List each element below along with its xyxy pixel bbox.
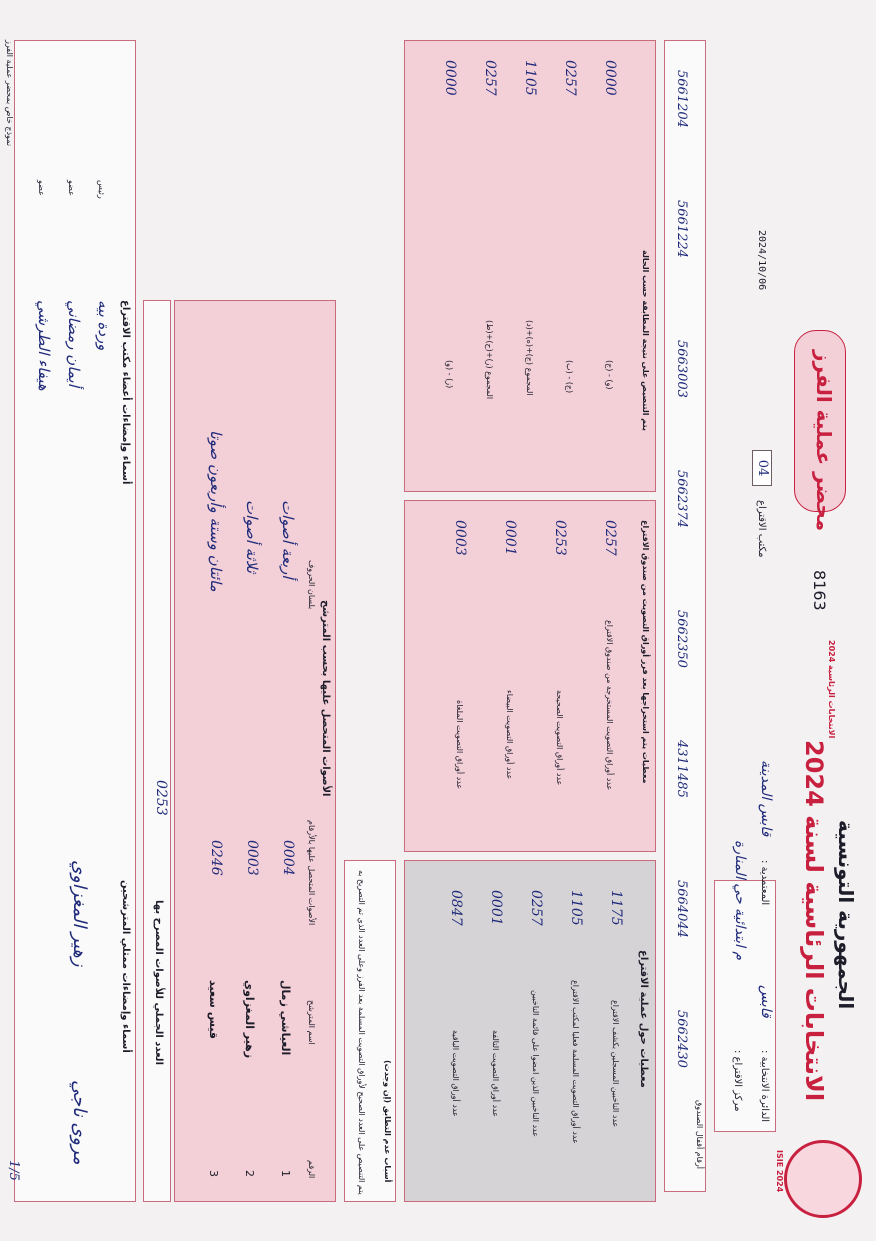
member-2-name: أيمان رمضاني: [65, 300, 83, 387]
section-c-row-3-label: المجموع (ج)+(ه)+(د): [525, 320, 534, 396]
role-member-1: عضو: [67, 180, 76, 196]
section-c: [404, 40, 656, 492]
rep-1-name: زهير المغزاوي: [69, 860, 90, 967]
total-row: [143, 300, 171, 1202]
isie-badge: ISIE 2024: [775, 1150, 784, 1193]
office-signatures-title: أسماء وإمضاءات أعضاء مكتب الاقتراع: [120, 300, 131, 485]
seals-label: أرقام أقفال الصندوق: [695, 1100, 704, 1170]
candidate-1-votes: 0004: [280, 840, 296, 876]
candidates-title: الأصوات المتحصل عليها بحسب المترشح: [320, 600, 331, 797]
candidates-table: [174, 300, 336, 1202]
role-president: رئيس: [97, 180, 106, 199]
section-a-row-3-label: عدد الناخبين الذين امضوا على قائمة الناخبين: [531, 990, 540, 1138]
seal-6: 5663003: [674, 340, 689, 398]
section-b-row-1-value: 0257: [602, 520, 618, 556]
section-c-row-4-value: 0257: [482, 60, 498, 96]
form-title: محضر عملية الفرز: [812, 350, 836, 532]
member-3-name: هيفاء الطرشي: [35, 300, 53, 391]
seal-2: 5664044: [674, 880, 689, 938]
seal-8: 5661204: [674, 70, 689, 128]
section-b-row-2-label: عدد أوراق التصويت الصحيحة: [555, 690, 564, 786]
section-a-row-4-value: 0001: [488, 890, 504, 926]
section-c-row-2-label: (ب) - (ج): [565, 360, 574, 394]
role-member-2: عضو: [37, 180, 46, 196]
rep-signatures-title: أسماء وإمضاءات ممثلي المترشحين: [120, 880, 131, 1053]
member-1-name: وردة بيه: [95, 300, 113, 351]
candidate-3-words: مائتان وستة وأربعون صوتا: [207, 430, 225, 592]
seal-5: 5662374: [674, 470, 689, 528]
section-a-row-3-value: 0257: [528, 890, 544, 926]
page-number: 1/5: [6, 1160, 21, 1181]
footer-note: نموذج خاص بمحضر عملية الفرز: [5, 40, 14, 147]
section-a-row-2-label: عدد أوراق التصويت المسلمة فعليا لمكتب الاقتراع: [571, 980, 580, 1144]
candidate-3-votes: 0246: [208, 840, 224, 876]
observations-title: أسباب عدم التطابق (إن وجدت): [383, 1060, 392, 1183]
form-code: 8163: [810, 570, 829, 611]
office-digit: 04: [752, 450, 772, 486]
seal-3: 4311485: [674, 740, 689, 798]
section-b-row-3-label: عدد أوراق التصويت البيضاء: [505, 690, 514, 780]
election-title: الانتخابات الرئاسية لسنة 2024: [800, 740, 828, 1102]
section-c-row-3-value: 1105: [522, 60, 538, 96]
section-b-row-3-value: 0001: [502, 520, 518, 556]
section-a-title: معطيات حول عملية الاقتراع: [638, 950, 649, 1088]
circonscription-value: قابس: [758, 985, 774, 1018]
candidate-3-name: قيس سعيد: [207, 980, 220, 1039]
office-label: مكتب الاقتراع: [756, 500, 767, 558]
section-b-row-2-value: 0253: [552, 520, 568, 556]
delegation-label: المعتمدية :: [759, 860, 770, 906]
seal-4: 5662350: [674, 610, 689, 668]
section-c-title: يتم التنصيص على نتيجة المطابقة حسب الحالة: [641, 250, 650, 431]
date-value: 2024/10/06: [756, 230, 767, 291]
election-logo: الانتخابات الرئاسية 2024: [827, 640, 836, 739]
office-number: [752, 450, 772, 487]
candidate-3-num: 3: [207, 1170, 220, 1177]
circonscription-label: الدائرة الانتخابية :: [759, 1050, 770, 1123]
section-c-row-1-value: 0000: [602, 60, 618, 96]
section-b-row-4-label: عدد أوراق التصويت الملغاة: [455, 700, 464, 790]
observations-note: يتم التنصيص على العدد الصحيح لأوراق التصويت المسلمة بعد الفرز وعلى العدد الذي تم التصريح به: [357, 870, 366, 1195]
candidate-2-votes: 0003: [244, 840, 260, 876]
rep-2-name: مروى ناجي: [69, 1080, 90, 1165]
section-b-row-4-value: 0003: [452, 520, 468, 556]
section-a-row-5-value: 0847: [448, 890, 464, 926]
republic-title: الجمهورية التونسية: [834, 820, 858, 1010]
candidate-1-name: العياشي زمال: [279, 980, 292, 1056]
section-c-row-1-label: (ج) - (و): [605, 360, 614, 390]
col-num-header: الرقم: [307, 1160, 316, 1179]
section-a-row-5-label: عدد أوراق التصويت الباقية: [451, 1030, 460, 1117]
center-label: مركز الاقتراع :: [732, 1050, 743, 1112]
seal-1: 5662430: [674, 1010, 689, 1068]
delegation-value: قابس المدينة: [758, 760, 774, 837]
total-value: 0253: [153, 780, 169, 816]
section-a-row-2-value: 1105: [568, 890, 584, 926]
section-a-row-1-label: عدد الناخبين المسجلين بكشف الاقتراع: [611, 1000, 620, 1128]
isie-emblem-icon: [784, 1140, 862, 1218]
candidate-2-words: ثلاثة أصوات: [243, 500, 261, 574]
section-b: [404, 500, 656, 852]
signatures-panel: [14, 40, 136, 1202]
col-name-header: اسم المترشح: [307, 1000, 316, 1045]
section-a-row-4-label: عدد أوراق التصويت التالفة: [491, 1030, 500, 1118]
center-value: م ابتدائية حي المنارة: [732, 840, 748, 961]
col-words-header: بلسان الحروف: [307, 560, 316, 610]
seal-7: 5661224: [674, 200, 689, 258]
section-a-row-1-value: 1175: [608, 890, 624, 926]
section-c-row-4-label: المجموع (ز)+(ح)+(ط): [485, 320, 494, 400]
candidate-2-name: زهير المغزاوي: [243, 980, 256, 1059]
section-b-row-1-label: عدد أوراق التصويت المستخرجة من صندوق الاقتراع: [605, 620, 614, 791]
section-c-row-5-label: (و) - (ز): [445, 360, 454, 389]
section-c-row-2-value: 0257: [562, 60, 578, 96]
section-c-row-5-value: 0000: [442, 60, 458, 96]
candidate-1-words: أربعة أصوات: [279, 500, 297, 579]
section-b-title: معطيات يتم استخراجها بعد فرز أوراق التصويت من صندوق الاقتراع: [641, 520, 650, 784]
candidate-2-num: 2: [243, 1170, 256, 1177]
total-label: العدد الجملي للأصوات المصرح بها: [153, 900, 164, 1065]
candidate-1-num: 1: [279, 1170, 292, 1177]
col-votes-header: الأصوات المتحصل عليها بالأرقام: [307, 820, 316, 926]
